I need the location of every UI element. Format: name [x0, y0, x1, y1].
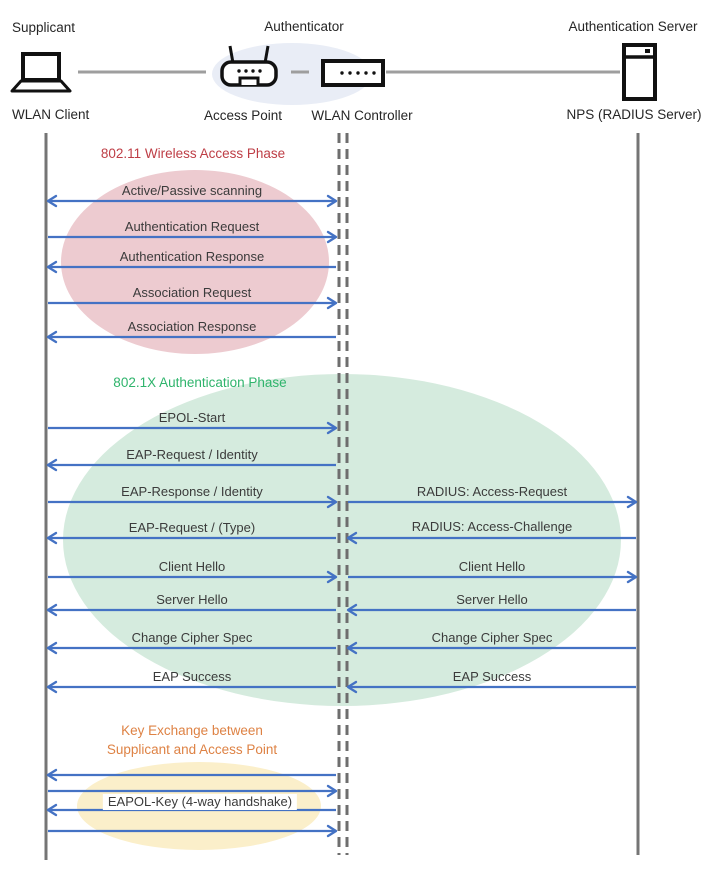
message-label: Change Cipher Spec: [431, 630, 553, 645]
message-label: Client Hello: [458, 559, 526, 574]
message-label: EPOL-Start: [158, 410, 226, 425]
message-label: EAP-Request / Identity: [126, 447, 258, 462]
phase3-title-line2: Supplicant and Access Point: [106, 742, 278, 757]
message-label: Authentication Request: [124, 219, 260, 234]
actor-role-supplicant: Supplicant: [12, 20, 76, 35]
server-icon: [624, 45, 655, 99]
device-label-wlan-controller: WLAN Controller: [311, 108, 413, 123]
message-label: Authentication Response: [119, 249, 265, 264]
phase1-title: 802.11 Wireless Access Phase: [100, 146, 286, 161]
actor-role-authenticator: Authenticator: [264, 19, 344, 34]
message-label: Association Response: [127, 319, 257, 334]
message-label: Association Request: [132, 285, 252, 300]
phase2-title: 802.1X Authentication Phase: [113, 375, 287, 390]
message-label: RADIUS: Access-Request: [416, 484, 568, 499]
message-label: Active/Passive scanning: [121, 183, 263, 198]
phase2-ellipse: [63, 374, 621, 706]
laptop-icon: [12, 54, 70, 91]
message-label: EAPOL-Key (4-way handshake): [103, 794, 297, 810]
message-label: Client Hello: [158, 559, 226, 574]
message-label: Server Hello: [456, 592, 528, 607]
device-label-nps: NPS (RADIUS Server): [566, 107, 702, 122]
message-label: EAP Success: [452, 669, 532, 684]
message-label: RADIUS: Access-Challenge: [411, 519, 573, 534]
phase3-title-line1: Key Exchange between: [121, 723, 263, 738]
actor-role-authentication-server: Authentication Server: [568, 19, 698, 34]
message-label: EAP-Request / (Type): [128, 520, 256, 535]
message-label: Server Hello: [156, 592, 228, 607]
message-label: EAP Success: [152, 669, 232, 684]
device-label-access-point: Access Point: [203, 108, 283, 123]
wlan-controller-icon: [323, 61, 383, 85]
message-label: Change Cipher Spec: [131, 630, 253, 645]
device-label-wlan-client: WLAN Client: [12, 107, 90, 122]
message-label: EAP-Response / Identity: [121, 484, 263, 499]
